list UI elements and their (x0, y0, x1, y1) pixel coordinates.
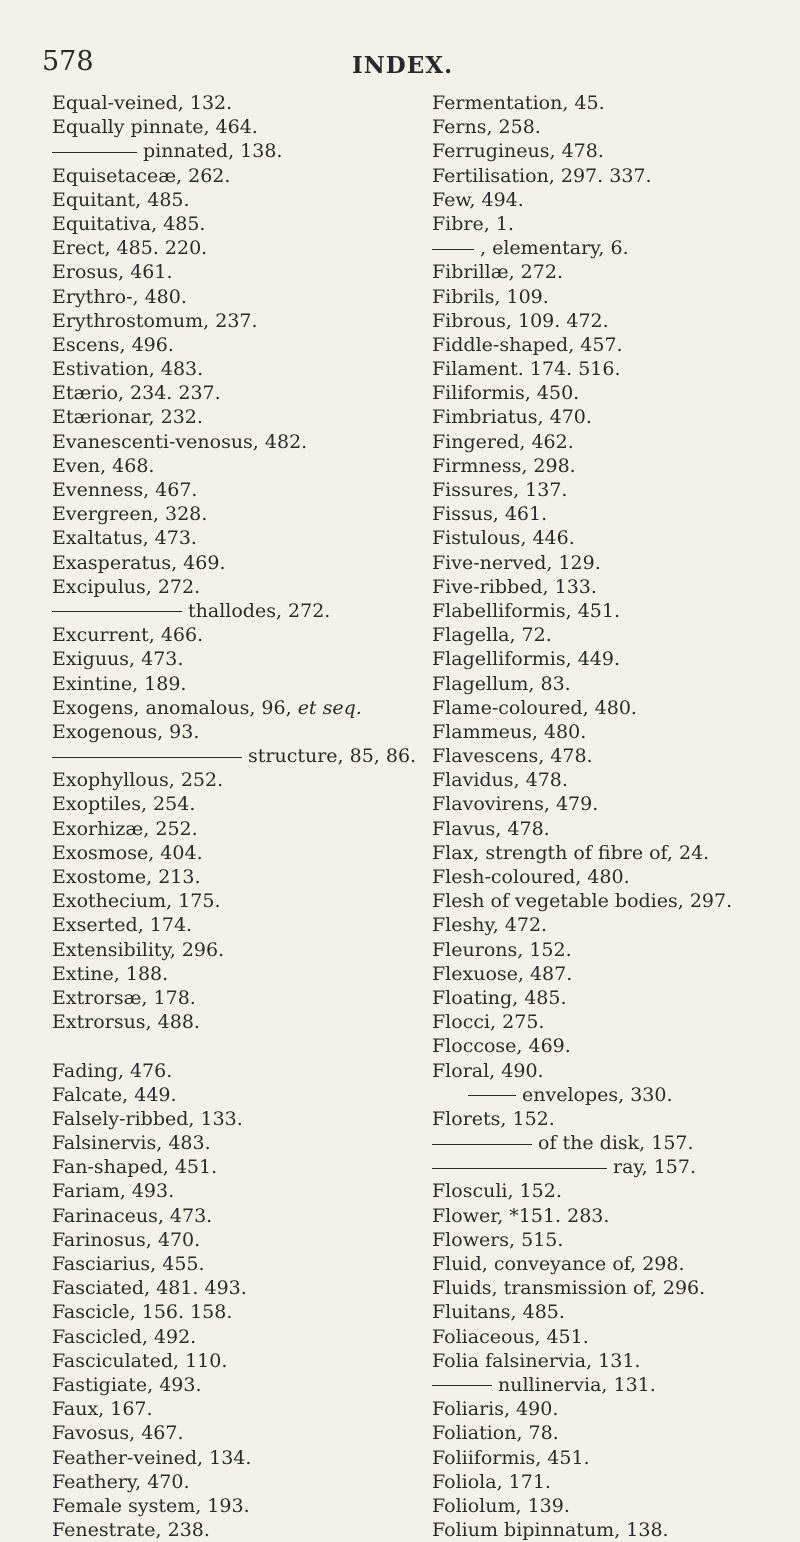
entry-text: Fissus, 461. (432, 503, 548, 526)
index-entry (432, 454, 794, 478)
entry-text: Fissures, 137. (432, 479, 568, 501)
index-subentry (432, 1373, 794, 1397)
entry-text: Excipulus, 272. (52, 575, 201, 598)
index-subentry (432, 236, 794, 260)
entry-text: Fascicle, 156. 158. (52, 1301, 233, 1324)
entry-text: Fenestrate, 238. (52, 1519, 210, 1542)
entry-text: Fibrils, 109. (432, 285, 549, 308)
index-entry (432, 502, 794, 526)
index-entry (52, 1325, 432, 1349)
index-entry (432, 333, 794, 357)
entry-text: Exoptiles, 254. (52, 793, 196, 816)
ditto-dash (468, 1095, 516, 1096)
entry-text: Flowers, 515. (432, 1228, 564, 1251)
index-subentry (432, 1155, 794, 1179)
index-entry (52, 115, 432, 139)
index-entry (432, 623, 794, 647)
entry-text: structure, 85, 86. (248, 745, 417, 768)
index-entry (432, 260, 794, 284)
index-entry (432, 285, 794, 309)
index-entry (52, 309, 432, 333)
index-entry (52, 502, 432, 526)
index-entry (432, 1397, 794, 1421)
index-entry (432, 551, 794, 575)
entry-text: Exophyllous, 252. (52, 769, 224, 792)
index-entry (52, 962, 432, 986)
index-subentry (52, 599, 432, 623)
entry-text: Erect, 485. 220. (52, 237, 208, 260)
entry-text: Fluid, conveyance of, 298. (432, 1253, 685, 1275)
entry-text: Evergreen, 328. (52, 503, 208, 526)
index-entry (52, 1397, 432, 1421)
entry-text: Favosus, 467. (52, 1422, 184, 1445)
index-entry (432, 672, 794, 696)
index-entry (432, 865, 794, 889)
index-entry (52, 551, 432, 575)
entry-text: Foliaris, 490. (432, 1398, 559, 1421)
index-entry (432, 986, 794, 1010)
page-title: INDEX. (352, 52, 454, 79)
entry-text: Flower, *151. 283. (432, 1204, 610, 1227)
index-entry (432, 889, 794, 913)
entry-text: Ferrugineus, 478. (432, 140, 604, 163)
index-entry (52, 1131, 432, 1155)
entry-text: Extine, 188. (52, 962, 169, 985)
index-entry (52, 1300, 432, 1324)
entry-text: Five-ribbed, 133. (432, 575, 597, 598)
entry-text: , elementary, 6. (480, 237, 629, 260)
entry-text: Feathery, 470. (52, 1470, 190, 1493)
index-entry (52, 1228, 432, 1252)
entry-text: Folia falsinervia, 131. (432, 1349, 641, 1372)
index-entry (52, 188, 432, 212)
index-entry (432, 1494, 794, 1518)
entry-text: Fibrous, 109. 472. (432, 309, 609, 332)
entry-text: Fluitans, 485. (432, 1301, 565, 1324)
index-entry (52, 478, 432, 502)
entry-text: Fertilisation, 297. 337. (432, 164, 652, 187)
entry-text: Filiformis, 450. (432, 382, 580, 405)
index-entry (52, 720, 432, 744)
entry-text: Flagelliformis, 449. (432, 648, 621, 671)
index-entry (432, 962, 794, 986)
index-entry (52, 647, 432, 671)
index-entry (52, 381, 432, 405)
index-entry (52, 792, 432, 816)
index-entry (52, 430, 432, 454)
entry-text: Extrorsus, 488. (52, 1011, 200, 1034)
index-entry (432, 405, 794, 429)
index-entry (432, 1179, 794, 1203)
entry-text: Erosus, 461. (52, 261, 173, 284)
entry-text: Evenness, 467. (52, 479, 198, 501)
entry-text: Exaltatus, 473. (52, 527, 197, 550)
index-entry (52, 817, 432, 841)
ditto-dash (432, 1168, 607, 1169)
entry-text: Filament. 174. 516. (432, 358, 621, 381)
index-entry (52, 357, 432, 381)
index-entry (52, 1059, 432, 1083)
entry-text: Falsely-ribbed, 133. (52, 1107, 243, 1130)
entry-text: Floccose, 469. (432, 1035, 571, 1058)
index-entry (432, 188, 794, 212)
index-entry (432, 139, 794, 163)
index-entry (432, 1325, 794, 1349)
index-entry (432, 938, 794, 962)
index-entry (432, 357, 794, 381)
index-entry (432, 164, 794, 188)
entry-text: nullinervia, 131. (498, 1373, 656, 1396)
entry-text: Flavidus, 478. (432, 769, 568, 792)
index-entry (52, 841, 432, 865)
index-entry (432, 1349, 794, 1373)
entry-text: Exothecium, 175. (52, 890, 221, 913)
entry-text: Faux, 167. (52, 1398, 153, 1421)
index-entry (432, 720, 794, 744)
entry-text: Fan-shaped, 451. (52, 1156, 218, 1179)
entry-text: Foliolum, 139. (432, 1494, 570, 1517)
ditto-dash (432, 1144, 532, 1145)
index-entry (432, 1421, 794, 1445)
entry-text: Fimbriatus, 470. (432, 406, 592, 429)
index-subentry (52, 139, 432, 163)
index-entry (432, 817, 794, 841)
index-entry (52, 1252, 432, 1276)
index-entry (52, 768, 432, 792)
index-entry (432, 792, 794, 816)
entry-text: Folium bipinnatum, 138. (432, 1519, 669, 1542)
index-entry (52, 1349, 432, 1373)
entry-text: Fading, 476. (52, 1059, 173, 1082)
entry-text: Fleshy, 472. (432, 914, 548, 937)
entry-text: Flesh of vegetable bodies, 297. (432, 890, 733, 913)
entry-text: of the disk, 157. (538, 1132, 694, 1155)
entry-text: Fistulous, 446. (432, 527, 575, 550)
entry-text: envelopes, 330. (522, 1083, 673, 1106)
index-entry (432, 115, 794, 139)
index-entry (432, 1107, 794, 1131)
entry-text: ray, 157. (613, 1156, 697, 1179)
entry-text: Floral, 490. (432, 1059, 544, 1082)
index-entry (52, 454, 432, 478)
entry-text: Five-nerved, 129. (432, 551, 601, 574)
index-entry (432, 599, 794, 623)
entry-text: Equitativa, 485. (52, 212, 206, 235)
section-gap (52, 1034, 432, 1058)
entry-text: Fariam, 493. (52, 1180, 175, 1203)
entry-text: Foliola, 171. (432, 1470, 551, 1493)
index-entry (52, 696, 432, 720)
entry-text: Flosculi, 152. (432, 1180, 562, 1203)
entry-text: Floating, 485. (432, 986, 567, 1009)
entry-text: Flocci, 275. (432, 1011, 545, 1034)
index-entry (432, 430, 794, 454)
ditto-dash (52, 611, 182, 612)
entry-text: Flexuose, 487. (432, 962, 573, 985)
entry-text: Exasperatus, 469. (52, 551, 226, 574)
entry-text: Foliation, 78. (432, 1422, 559, 1445)
index-entry (432, 91, 794, 115)
index-entry (52, 526, 432, 550)
entry-text: Fiddle-shaped, 457. (432, 333, 623, 356)
index-entry (432, 768, 794, 792)
index-entry (432, 696, 794, 720)
index-entry (432, 1300, 794, 1324)
index-entry (52, 1470, 432, 1494)
entry-text: Fingered, 462. (432, 430, 574, 453)
entry-text: Equisetaceæ, 262. (52, 164, 231, 187)
index-entry (52, 1518, 432, 1542)
entry-text: Exintine, 189. (52, 672, 187, 695)
index-entry (52, 1083, 432, 1107)
index-entry (52, 91, 432, 115)
entry-text: Ferns, 258. (432, 116, 541, 139)
entry-text: Fermentation, 45. (432, 92, 605, 114)
index-entry (52, 938, 432, 962)
index-subentry (432, 1083, 794, 1107)
entry-text: Fastigiate, 493. (52, 1373, 202, 1396)
entry-text: Flame-coloured, 480. (432, 696, 637, 719)
page-header (0, 0, 800, 90)
index-entry (52, 623, 432, 647)
ditto-dash (432, 1385, 492, 1386)
index-subentry (52, 744, 432, 768)
entry-text: Flavescens, 478. (432, 745, 593, 768)
entry-text: Flagella, 72. (432, 624, 552, 647)
entry-text: Flesh-coloured, 480. (432, 866, 630, 888)
entry-text: Firmness, 298. (432, 454, 576, 477)
entry-text: Extrorsæ, 178. (52, 986, 196, 1009)
index-entry (52, 285, 432, 309)
index-entry (52, 1107, 432, 1131)
index-entry (432, 1276, 794, 1300)
ditto-dash (52, 757, 242, 758)
entry-text: Flammeus, 480. (432, 720, 587, 743)
index-entry (52, 1204, 432, 1228)
index-entry (52, 1421, 432, 1445)
index-entry (432, 647, 794, 671)
entry-text: Flax, strength of fibre of, 24. (432, 841, 710, 864)
index-entry (52, 1276, 432, 1300)
entry-text: Estivation, 483. (52, 358, 204, 381)
index-entry (432, 575, 794, 599)
index-entry (52, 889, 432, 913)
entry-text: Escens, 496. (52, 333, 174, 356)
index-entry (432, 1228, 794, 1252)
entry-text: Fascicled, 492. (52, 1325, 197, 1348)
entry-text: Etærionar, 232. (52, 406, 203, 429)
entry-text: Farinosus, 470. (52, 1228, 201, 1251)
entry-text: Exiguus, 473. (52, 648, 184, 671)
index-entry (52, 986, 432, 1010)
entry-text: Fasciarius, 455. (52, 1253, 205, 1275)
index-column-right (432, 91, 794, 1542)
entry-text: Fibrillæ, 272. (432, 261, 563, 284)
index-entry (52, 212, 432, 236)
index-entry (52, 1010, 432, 1034)
entry-text: Fluids, transmission of, 296. (432, 1277, 706, 1300)
index-entry (432, 1446, 794, 1470)
entry-text: Flavovirens, 479. (432, 793, 599, 816)
entry-text: Exogens, anomalous, 96, et seq. (52, 696, 362, 719)
index-entry (432, 309, 794, 333)
entry-text: Erythro-, 480. (52, 285, 187, 308)
entry-text: Feather-veined, 134. (52, 1446, 252, 1469)
index-entry (52, 672, 432, 696)
index-entry (52, 164, 432, 188)
entry-text: Foliaceous, 451. (432, 1325, 589, 1348)
entry-text: Fasciculated, 110. (52, 1349, 228, 1372)
entry-text: Equally pinnate, 464. (52, 116, 258, 139)
entry-text: Exogenous, 93. (52, 720, 200, 743)
index-entry (52, 236, 432, 260)
index-entry (52, 913, 432, 937)
ditto-dash (432, 249, 474, 250)
page-number: 578 (42, 46, 94, 77)
index-entry (52, 1155, 432, 1179)
ditto-dash (52, 152, 137, 153)
entry-text: Fibre, 1. (432, 212, 514, 235)
index-entry (52, 1373, 432, 1397)
index-entry (432, 526, 794, 550)
entry-text: Florets, 152. (432, 1107, 555, 1130)
index-entry (432, 841, 794, 865)
entry-text: thallodes, 272. (188, 599, 331, 622)
index-entry (432, 381, 794, 405)
index-entry (52, 575, 432, 599)
index-entry (432, 913, 794, 937)
entry-text: Exostome, 213. (52, 866, 201, 888)
index-entry (432, 1059, 794, 1083)
entry-text: Female system, 193. (52, 1494, 250, 1517)
entry-text: Extensibility, 296. (52, 938, 225, 961)
entry-text: Fasciated, 481. 493. (52, 1277, 247, 1300)
entry-text: Flavus, 478. (432, 817, 550, 840)
entry-text: Etærio, 234. 237. (52, 382, 221, 405)
entry-text: pinnated, 138. (143, 140, 283, 163)
index-entry (432, 1204, 794, 1228)
entry-text: Falsinervis, 483. (52, 1132, 211, 1155)
index-entry (432, 212, 794, 236)
entry-text: Flabelliformis, 451. (432, 599, 621, 622)
index-entry (432, 1010, 794, 1034)
entry-text: Farinaceus, 473. (52, 1204, 213, 1227)
index-entry (52, 405, 432, 429)
entry-text: Evanescenti-venosus, 482. (52, 430, 308, 453)
entry-text: Falcate, 449. (52, 1083, 177, 1106)
index-entry (52, 865, 432, 889)
index-entry (52, 260, 432, 284)
entry-text: Foliiformis, 451. (432, 1446, 590, 1469)
index-entry (432, 1252, 794, 1276)
index-entry (432, 1034, 794, 1058)
entry-text: Equal-veined, 132. (52, 92, 233, 114)
entry-text: Flagellum, 83. (432, 672, 571, 695)
index-entry (432, 478, 794, 502)
entry-text: Excurrent, 466. (52, 624, 204, 647)
entry-text: Even, 468. (52, 454, 155, 477)
index-entry (432, 1470, 794, 1494)
index-entry (52, 333, 432, 357)
entry-text: Few, 494. (432, 188, 524, 211)
entry-text: Equitant, 485. (52, 188, 190, 211)
index-entry (52, 1179, 432, 1203)
entry-text: Fleurons, 152. (432, 938, 572, 961)
index-entry (432, 744, 794, 768)
index-entry (52, 1494, 432, 1518)
index-entry (52, 1446, 432, 1470)
entry-text: Exosmose, 404. (52, 841, 203, 864)
entry-text: Exorhizæ, 252. (52, 817, 198, 840)
index-column-left (52, 91, 432, 1542)
index-entry (432, 1518, 794, 1542)
entry-text: Exserted, 174. (52, 914, 193, 937)
entry-text: Erythrostomum, 237. (52, 309, 258, 332)
index-subentry (432, 1131, 794, 1155)
